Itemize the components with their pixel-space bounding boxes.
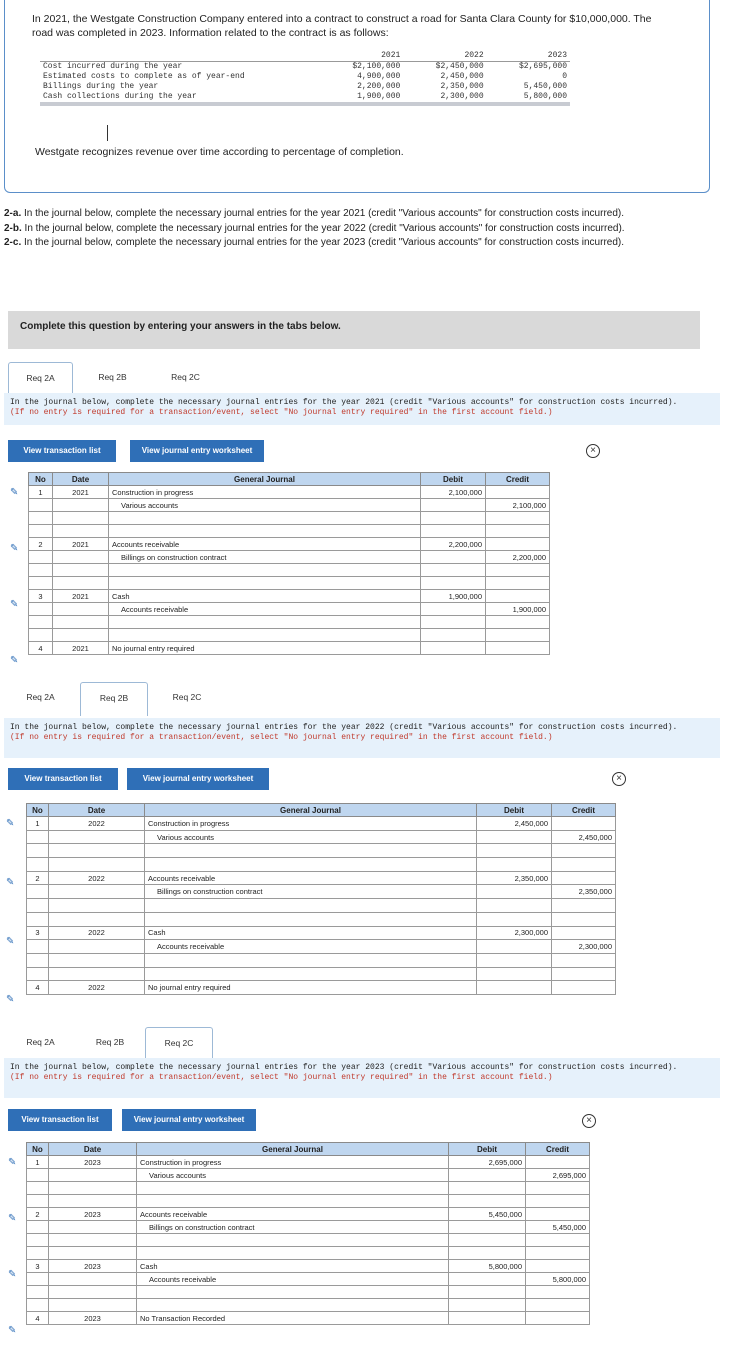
credit-account[interactable]: Accounts receivable	[109, 603, 421, 616]
table-row: Cash collections during the year 1,900,000 2,300,000 5,800,000	[40, 92, 570, 104]
credit-account[interactable]: Billings on construction contract	[137, 1221, 449, 1234]
credit-amount[interactable]: 5,450,000	[526, 1221, 590, 1234]
journal-row	[29, 603, 550, 616]
journal-row	[27, 981, 616, 995]
tab-req-2b[interactable]: Req 2B	[95, 1037, 125, 1047]
debit-account[interactable]: Construction in progress	[109, 486, 421, 499]
credit-amount[interactable]: 2,200,000	[486, 551, 550, 564]
credit-account[interactable]: Accounts receivable	[145, 940, 477, 954]
journal-row	[27, 953, 616, 967]
entry-date: 2021	[53, 590, 109, 603]
entry-date: 2021	[53, 642, 109, 655]
entry-number: 4	[27, 981, 49, 995]
credit-account[interactable]: Various accounts	[145, 830, 477, 844]
credit-account[interactable]: Billings on construction contract	[109, 551, 421, 564]
column-header-date: Date	[49, 1143, 137, 1156]
view-journal-worksheet-button[interactable]: View journal entry worksheet	[130, 440, 264, 462]
entry-date: 2022	[49, 981, 145, 995]
entry-number: 2	[27, 1208, 49, 1221]
edit-pencil-icon[interactable]: ✎	[6, 818, 15, 829]
column-header-debit: Debit	[477, 804, 552, 817]
entry-number: 1	[27, 817, 49, 831]
complete-question-banner: Complete this question by entering your answers in the tabs below.	[8, 311, 700, 349]
requirement-item: 2-b. In the journal below, complete the necessary journal entries for the year 2022 (credit "Various accounts" for construction costs incurred).	[4, 222, 625, 234]
journal-row	[29, 486, 550, 499]
debit-account[interactable]: No Transaction Recorded	[137, 1312, 449, 1325]
edit-pencil-icon[interactable]: ✎	[8, 1213, 17, 1224]
journal-table	[28, 472, 550, 655]
debit-amount[interactable]: 1,900,000	[421, 590, 486, 603]
debit-account[interactable]: Accounts receivable	[145, 871, 477, 885]
journal-row	[27, 1182, 590, 1195]
edit-pencil-icon[interactable]: ✎	[10, 655, 19, 666]
journal-row	[29, 564, 550, 577]
journal-row	[29, 525, 550, 538]
entry-number: 2	[27, 871, 49, 885]
credit-amount[interactable]	[552, 817, 616, 831]
tab-req-2a[interactable]: Req 2A	[8, 362, 73, 396]
table-header-row	[40, 51, 570, 62]
credit-amount[interactable]	[486, 538, 550, 551]
journal-row	[27, 1156, 590, 1169]
debit-account[interactable]: No journal entry required	[145, 981, 477, 995]
text-cursor	[107, 125, 108, 141]
close-icon[interactable]: ×	[586, 444, 600, 458]
edit-pencil-icon[interactable]: ✎	[10, 543, 19, 554]
debit-amount[interactable]: 2,450,000	[477, 817, 552, 831]
column-header-credit: Credit	[552, 804, 616, 817]
credit-amount[interactable]	[552, 926, 616, 940]
column-header-no: No	[27, 1143, 49, 1156]
entry-date: 2022	[49, 817, 145, 831]
entry-number: 3	[29, 590, 53, 603]
column-header-general-journal: General Journal	[145, 804, 477, 817]
debit-amount[interactable]	[477, 981, 552, 995]
credit-account[interactable]: Various accounts	[109, 499, 421, 512]
entry-date: 2022	[49, 926, 145, 940]
credit-amount[interactable]	[486, 486, 550, 499]
debit-account[interactable]: Construction in progress	[137, 1156, 449, 1169]
credit-amount[interactable]: 5,800,000	[526, 1273, 590, 1286]
journal-row	[29, 551, 550, 564]
credit-amount[interactable]	[486, 642, 550, 655]
table-row: Estimated costs to complete as of year-end 4,900,000 2,450,000 0	[43, 72, 567, 81]
journal-row	[27, 871, 616, 885]
journal-row	[27, 1312, 590, 1325]
entry-number: 1	[27, 1156, 49, 1169]
column-header-general-journal: General Journal	[137, 1143, 449, 1156]
edit-pencil-icon[interactable]: ✎	[10, 599, 19, 610]
edit-pencil-icon[interactable]: ✎	[6, 935, 15, 947]
tab-req-2b[interactable]: Req 2B	[80, 682, 148, 716]
tab-req-2c[interactable]: Req 2C	[172, 692, 202, 702]
year-header: 2022	[403, 51, 486, 62]
column-header-date: Date	[49, 804, 145, 817]
debit-account[interactable]: Cash	[109, 590, 421, 603]
journal-row	[27, 1247, 590, 1260]
credit-amount[interactable]: 2,100,000	[486, 499, 550, 512]
credit-amount[interactable]: 2,695,000	[526, 1169, 590, 1182]
journal-row	[29, 538, 550, 551]
revenue-method-text: Westgate recognizes revenue over time according to percentage of completion.	[35, 146, 404, 158]
debit-amount[interactable]: 5,800,000	[449, 1260, 526, 1273]
journal-row	[29, 642, 550, 655]
journal-row	[27, 844, 616, 858]
requirements-list	[4, 207, 704, 251]
entry-date: 2021	[53, 486, 109, 499]
tab-req-2a[interactable]: Req 2A	[26, 692, 55, 702]
debit-account[interactable]: Construction in progress	[145, 817, 477, 831]
journal-row	[27, 1260, 590, 1273]
contract-info-table	[40, 51, 570, 106]
journal-row	[27, 858, 616, 872]
view-journal-worksheet-button[interactable]: View journal entry worksheet	[122, 1109, 256, 1131]
credit-amount[interactable]: 2,350,000	[552, 885, 616, 899]
tab-req-2b[interactable]: Req 2B	[98, 372, 127, 382]
credit-amount[interactable]	[552, 981, 616, 995]
debit-amount[interactable]: 2,200,000	[421, 538, 486, 551]
entry-number: 4	[27, 1312, 49, 1325]
edit-pencil-icon[interactable]: ✎	[10, 487, 19, 498]
journal-row	[27, 940, 616, 954]
entry-number: 3	[27, 1260, 49, 1273]
credit-amount[interactable]	[526, 1312, 590, 1325]
entry-number: 3	[27, 926, 49, 940]
column-header-no: No	[29, 473, 53, 486]
journal-row	[27, 1273, 590, 1286]
journal-row	[27, 817, 616, 831]
credit-amount[interactable]: 2,450,000	[552, 830, 616, 844]
credit-account[interactable]: Accounts receivable	[137, 1273, 449, 1286]
table-row: Billings during the year 2,200,000 2,350,000 5,450,000	[43, 82, 567, 91]
entry-number: 2	[29, 538, 53, 551]
view-journal-worksheet-button[interactable]: View journal entry worksheet	[127, 768, 269, 790]
edit-pencil-icon[interactable]: ✎	[8, 1157, 17, 1168]
journal-row	[29, 512, 550, 525]
journal-row	[27, 1234, 590, 1247]
journal-row	[27, 885, 616, 899]
journal-header-row	[29, 473, 550, 486]
journal-row	[27, 926, 616, 940]
debit-account[interactable]: No journal entry required	[109, 642, 421, 655]
edit-pencil-icon[interactable]: ✎	[8, 1269, 17, 1280]
tab-req-2a[interactable]: Req 2A	[26, 1037, 55, 1047]
entry-number: 4	[29, 642, 53, 655]
journal-row	[27, 899, 616, 913]
debit-account[interactable]: Cash	[137, 1260, 449, 1273]
column-header-date: Date	[53, 473, 109, 486]
credit-amount[interactable]: 1,900,000	[486, 603, 550, 616]
column-header-debit: Debit	[449, 1143, 526, 1156]
edit-pencil-icon[interactable]: ✎	[6, 876, 15, 888]
table-row: Cost incurred during the year $2,100,000 $2,450,000 $2,695,000	[43, 62, 567, 71]
tab-instructions: In the journal below, complete the necessary journal entries for the year 2022 (credit "Various accounts" for construction costs incurred). (If no entry is required for a transaction/event, select "No journal entry required" in the first account field.)	[4, 718, 720, 758]
credit-account[interactable]: Billings on construction contract	[145, 885, 477, 899]
debit-amount[interactable]: 2,300,000	[477, 926, 552, 940]
entry-date: 2023	[49, 1312, 137, 1325]
debit-amount[interactable]	[421, 642, 486, 655]
close-icon[interactable]: ×	[612, 772, 626, 786]
journal-row	[27, 1221, 590, 1234]
journal-row	[27, 1195, 590, 1208]
credit-amount[interactable]	[526, 1260, 590, 1273]
requirement-item: 2-a. In the journal below, complete the necessary journal entries for the year 2021 (credit "Various accounts" for construction costs incurred).	[4, 208, 625, 219]
journal-row	[29, 590, 550, 603]
requirement-item: 2-c. In the journal below, complete the necessary journal entries for the year 2023 (credit "Various accounts" for construction costs incurred).	[4, 237, 625, 248]
entry-date: 2023	[49, 1156, 137, 1169]
journal-row	[27, 912, 616, 926]
entry-date: 2022	[49, 871, 145, 885]
column-header-debit: Debit	[421, 473, 486, 486]
view-transaction-list-button[interactable]: View transaction list	[8, 768, 118, 790]
column-header-credit: Credit	[486, 473, 550, 486]
column-header-general-journal: General Journal	[109, 473, 421, 486]
journal-row	[27, 1299, 590, 1312]
tab-instructions: In the journal below, complete the necessary journal entries for the year 2023 (credit "Various accounts" for construction costs incurred). (If no entry is required for a transaction/event, select "No journal entry required" in the first account field.)	[4, 1058, 720, 1098]
problem-intro: In 2021, the Westgate Construction Company entered into a contract to construct a road for Santa Clara County for $10,000,000. The road was completed in 2023. Information related to the contract is as follows:	[32, 13, 652, 39]
debit-amount[interactable]	[449, 1312, 526, 1325]
credit-amount[interactable]	[486, 590, 550, 603]
debit-amount[interactable]: 2,695,000	[449, 1156, 526, 1169]
entry-date: 2023	[49, 1208, 137, 1221]
entry-date: 2021	[53, 538, 109, 551]
journal-row	[27, 1286, 590, 1299]
credit-amount[interactable]	[552, 871, 616, 885]
debit-account[interactable]: Accounts receivable	[109, 538, 421, 551]
tab-req-2c[interactable]: Req 2C	[145, 1027, 213, 1061]
edit-pencil-icon[interactable]: ✎	[8, 1325, 17, 1336]
credit-amount[interactable]	[526, 1208, 590, 1221]
journal-row	[27, 1208, 590, 1221]
credit-account[interactable]: Various accounts	[137, 1169, 449, 1182]
debit-amount[interactable]: 2,350,000	[477, 871, 552, 885]
close-icon[interactable]: ×	[582, 1114, 596, 1128]
view-transaction-list-button[interactable]: View transaction list	[8, 1109, 112, 1131]
debit-amount[interactable]: 2,100,000	[421, 486, 486, 499]
credit-amount[interactable]: 2,300,000	[552, 940, 616, 954]
debit-account[interactable]: Cash	[145, 926, 477, 940]
edit-pencil-icon[interactable]: ✎	[6, 994, 15, 1006]
credit-amount[interactable]	[526, 1156, 590, 1169]
debit-account[interactable]: Accounts receivable	[137, 1208, 449, 1221]
year-header: 2023	[487, 51, 570, 62]
column-header-credit: Credit	[526, 1143, 590, 1156]
journal-row	[27, 967, 616, 981]
tab-instructions: In the journal below, complete the necessary journal entries for the year 2021 (credit "Various accounts" for construction costs incurred). (If no entry is required for a transaction/event, select "No journal entry required" in the first account field.)	[4, 393, 720, 425]
journal-row	[29, 629, 550, 642]
journal-table	[26, 1142, 590, 1325]
entry-date: 2023	[49, 1260, 137, 1273]
journal-row	[29, 616, 550, 629]
journal-header-row	[27, 1143, 590, 1156]
journal-row	[29, 499, 550, 512]
column-header-no: No	[27, 804, 49, 817]
journal-row	[27, 830, 616, 844]
view-transaction-list-button[interactable]: View transaction list	[8, 440, 116, 462]
debit-amount[interactable]: 5,450,000	[449, 1208, 526, 1221]
journal-row	[29, 577, 550, 590]
year-header: 2021	[320, 51, 403, 62]
journal-row	[27, 1169, 590, 1182]
journal-table	[26, 803, 616, 995]
tab-req-2c[interactable]: Req 2C	[171, 372, 200, 382]
journal-header-row	[27, 804, 616, 817]
entry-number: 1	[29, 486, 53, 499]
